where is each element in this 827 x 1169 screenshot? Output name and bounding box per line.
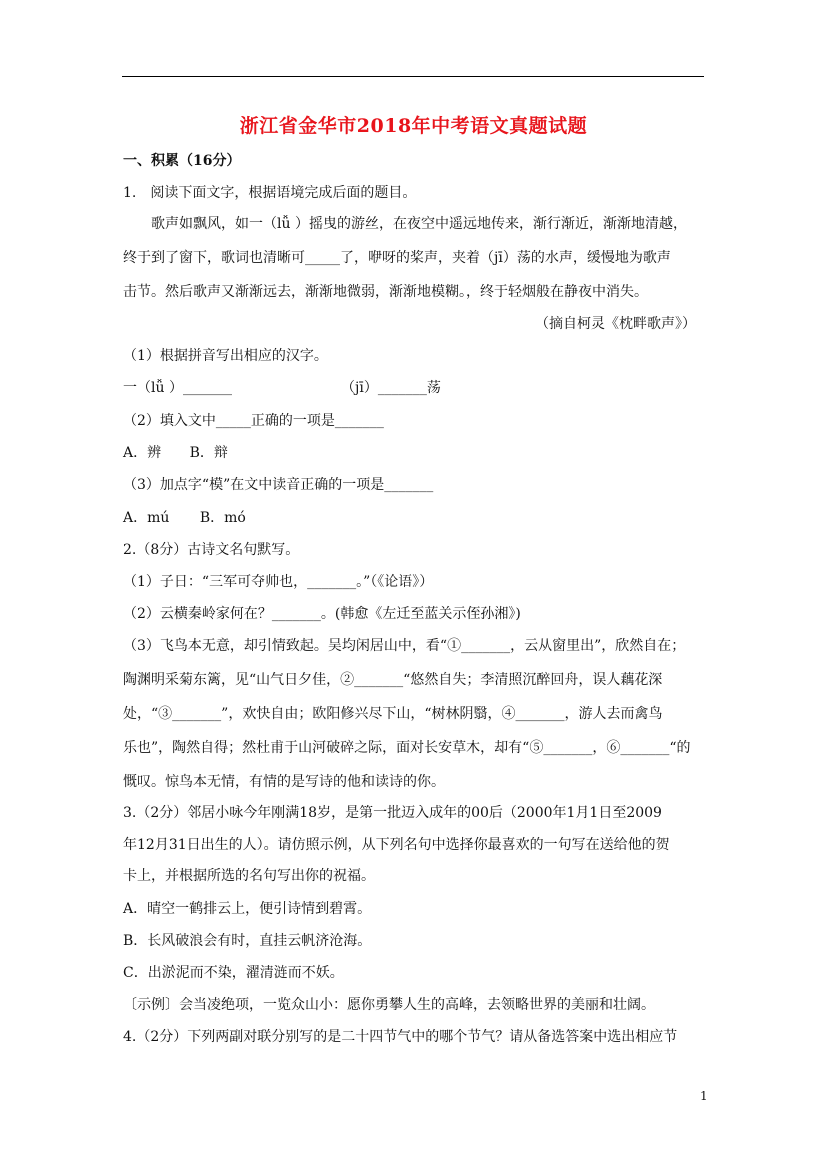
question-4-line: 4.（2分）下列两副对联分别写的是二十四节气中的哪个节气？请从备选答案中选出相应节 bbox=[123, 1029, 678, 1045]
option-a: A．mú bbox=[123, 510, 170, 526]
q2-sub1: （1）子日：“三军可夺帅也，_______。”（《论语》） bbox=[123, 574, 434, 590]
q2-sub3-line: 陶渊明采菊东篱，见“山气日夕佳，②_______“悠然自失；李清照沉醉回舟，误人藕花深 bbox=[123, 672, 663, 688]
page-title: 浙江省金华市2018年中考语文真题试题 bbox=[239, 115, 588, 137]
question-3-line: 卡上，并根据所选的名句写出你的祝福。 bbox=[123, 868, 375, 884]
question-1-intro: 1. 阅读下面文字，根据语境完成后面的题目。 bbox=[123, 185, 417, 201]
passage-line: 歌声如飘风，如一（lǚ ）摇曳的游丝，在夜空中遥远地传来，渐行渐近，渐渐地清越， bbox=[151, 216, 687, 232]
passage-line: 终于到了窗下，歌词也清晰可_____了，咿呀的桨声，夹着（jī）荡的水声，缓慢地为歌声 bbox=[123, 250, 671, 266]
q3-option-a: A．晴空一鹤排云上，便引诗情到碧霄。 bbox=[123, 901, 372, 917]
q1-sub1: （1）根据拼音写出相应的汉字。 bbox=[123, 348, 328, 364]
q2-sub2: （2）云横秦岭家何在？_______。(韩愈《左迁至蓝关示侄孙湘》) bbox=[123, 606, 521, 622]
section-heading: 一、积累（16分） bbox=[123, 153, 241, 169]
option-a: A．辨 bbox=[123, 445, 162, 461]
q2-sub3-line: 慨叹。惊鸟本无情，有情的是写诗的他和读诗的你。 bbox=[123, 774, 445, 790]
q2-sub3-line: 乐也”，陶然自得；然杜甫于山河破碎之际，面对长安草木，却有“⑤_______，⑥_______“的 bbox=[123, 740, 691, 756]
q1-sub2-options bbox=[123, 443, 228, 463]
question-3-line: 3.（2分）邻居小咏今年刚满18岁，是第一批迈入成年的00后（2000年1月1日至2009 bbox=[123, 805, 662, 821]
passage-source: （摘自柯灵《枕畔歌声》） bbox=[535, 316, 696, 332]
passage-line: 击节。然后歌声又渐渐远去，渐渐地微弱，渐渐地模糊。，终于轻烟般在静夜中消失。 bbox=[123, 284, 648, 300]
q1-sub3-options bbox=[123, 508, 246, 528]
option-b: B．辩 bbox=[189, 445, 228, 461]
question-3-line: 年12月31日出生的人）。请仿照示例，从下列名句中选择你最喜欢的一句写在送给他的贺 bbox=[123, 837, 670, 853]
q3-option-c: C．出淤泥而不染，濯清涟而不妖。 bbox=[123, 965, 344, 981]
q3-option-b: B．长风破浪会有时，直挂云帆济沧海。 bbox=[123, 933, 372, 949]
q3-example: 〔示例〕会当凌绝项，一览众山小：愿你勇攀人生的高峰，去领略世界的美丽和壮阔。 bbox=[123, 997, 655, 1013]
q2-sub3-line: （3）飞鸟本无意，却引情致起。吴均闲居山中，看“①_______，云从窗里出”，欣然自在； bbox=[123, 638, 686, 654]
q1-sub1-answer-b: （jī）_______荡 bbox=[341, 380, 441, 396]
page-number: 1 bbox=[700, 1089, 708, 1103]
q2-sub3-line: 处，“③_______”，欢快自由；欧阳修兴尽下山，“树林阴翳，④_______，游人去而禽鸟 bbox=[123, 706, 663, 722]
q1-sub3: （3）加点字“模”在文中读音正确的一项是_______ bbox=[123, 477, 434, 493]
option-b: B．mó bbox=[199, 510, 246, 526]
header-rule bbox=[122, 76, 704, 77]
q1-sub2: （2）填入文中_____正确的一项是_______ bbox=[123, 413, 384, 429]
question-2-intro: 2.（8分）古诗文名句默写。 bbox=[123, 542, 300, 558]
q1-sub1-answer-a: 一（lǚ ）_______ bbox=[123, 380, 232, 396]
